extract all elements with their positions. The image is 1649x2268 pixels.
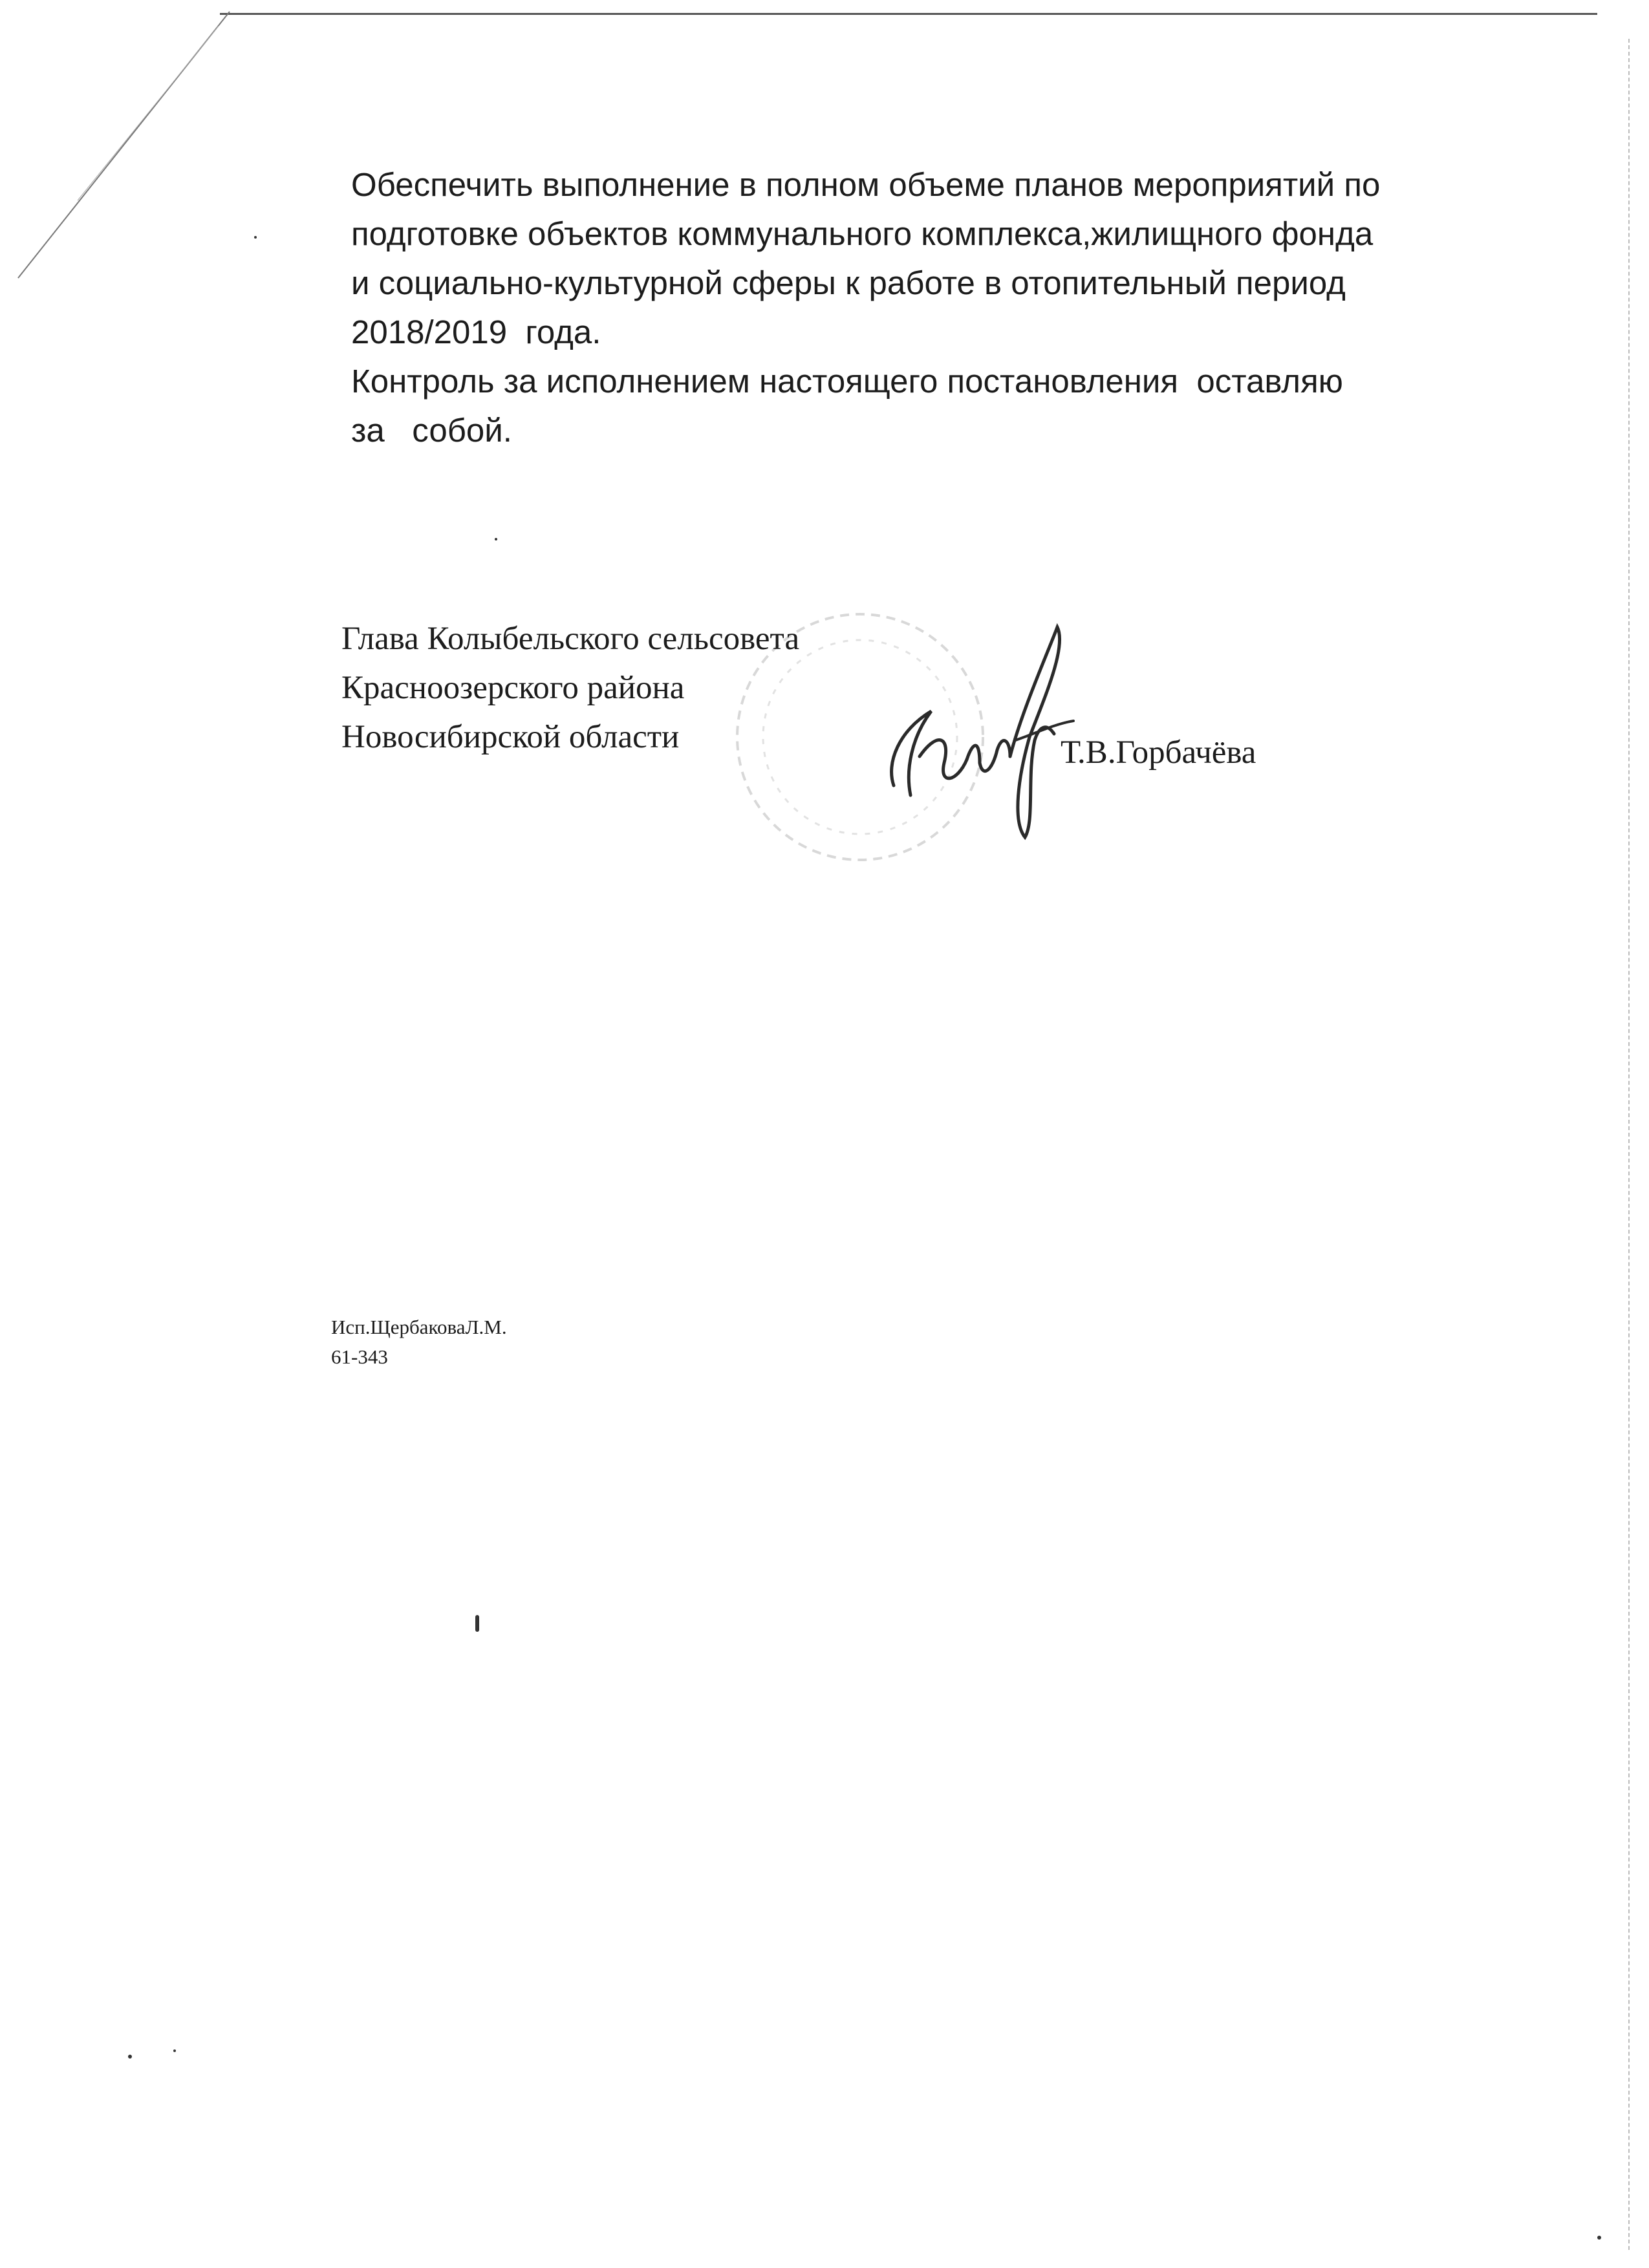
scan-speck <box>475 1615 479 1632</box>
body-line: 2018/2019 года. <box>351 314 601 350</box>
executor-name: Исп.ЩербаковаЛ.М. <box>331 1316 507 1338</box>
body-line: и социально-культурной сферы к работе в отопительный период <box>351 264 1346 301</box>
body-line: Обеспечить выполнение в полном объеме планов мероприятий по <box>351 166 1381 203</box>
scan-speck <box>1597 2236 1601 2240</box>
body-line: за собой. <box>351 412 512 449</box>
signatory-title-line: Глава Колыбельского сельсовета <box>341 621 800 657</box>
scan-speck <box>173 2049 176 2052</box>
signatory-title-line: Красноозерского района <box>341 670 685 706</box>
signatory-name: Т.В.Горбачёва <box>1061 734 1256 771</box>
scan-edge-right <box>1628 39 1630 2250</box>
executor-phone: 61-343 <box>331 1345 388 1368</box>
scan-edge-top <box>220 13 1597 15</box>
executor-block <box>331 1312 507 1372</box>
body-line: подготовке объектов коммунального комплекса,жилищного фонда <box>351 215 1374 252</box>
body-paragraph <box>351 160 1463 455</box>
scan-speck <box>128 2055 132 2059</box>
signatory-title-line: Новосибирской области <box>341 719 680 755</box>
scan-speck <box>254 236 257 239</box>
signatory-title <box>341 614 799 762</box>
body-line: Контроль за исполнением настоящего постановления оставляю <box>351 363 1343 400</box>
scan-corner-fold <box>0 0 272 297</box>
scan-speck <box>495 538 497 540</box>
